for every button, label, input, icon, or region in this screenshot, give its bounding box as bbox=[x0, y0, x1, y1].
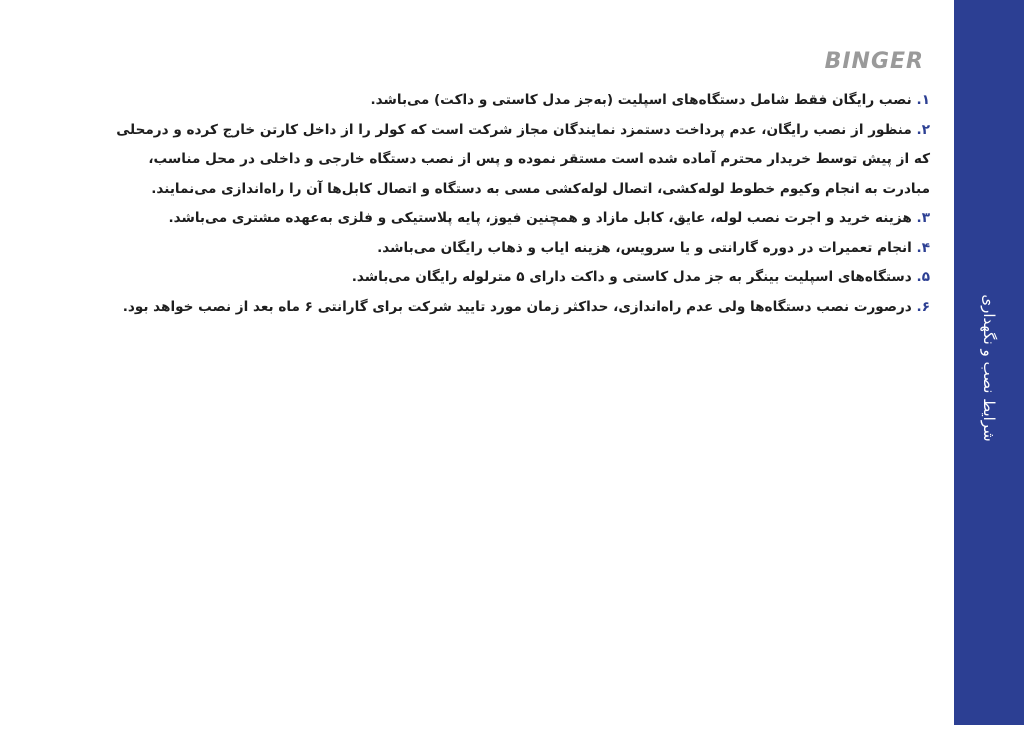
term-text: انجام تعمیرات در دوره گارانتی و یا سرویس، هزینه ایاب و ذهاب رایگان می‌باشد. bbox=[377, 239, 912, 256]
term-text: درصورت نصب دستگاه‌ها ولی عدم راه‌اندازی، حداکثر زمان مورد تایید شرکت برای گارانتی ۶ ماه بعد از نصب خواهد بود. bbox=[122, 298, 912, 315]
term-text: هزینه خرید و اجرت نصب لوله، عایق، کابل مازاد و همچنین فیوز، پایه پلاستیکی و فلزی به‌عهده مشتری می‌باشد. bbox=[168, 210, 912, 226]
term-item-2 bbox=[90, 116, 930, 146]
term-item-6 bbox=[90, 293, 930, 323]
term-text: منظور از نصب رایگان، عدم پرداخت دستمزد نمایندگان مجاز شرکت است که کولر را از داخل کارتن خارج کرده و درمحلی bbox=[116, 121, 912, 138]
term-text: که از پیش توسط خریدار محترم آماده شده است مستقر نموده و پس از نصب دستگاه خارجی و داخلی در محل مناسب، bbox=[148, 151, 930, 167]
side-title: شرایط نصب و نگهداری bbox=[980, 294, 998, 442]
terms-list bbox=[90, 86, 930, 322]
term-number: ۳. bbox=[916, 210, 930, 226]
term-number: ۶. bbox=[916, 298, 930, 315]
term-text: مبادرت به انجام وکیوم خطوط لوله‌کشی، اتصال لوله‌کشی مسی به دستگاه و اتصال کابل‌ها آن را راه‌اندازی می‌نمایند. bbox=[151, 180, 930, 197]
term-number: ۲. bbox=[916, 121, 930, 138]
term-number: ۴. bbox=[916, 239, 930, 256]
term-item-5 bbox=[90, 263, 930, 293]
term-item-2-line-2 bbox=[90, 145, 930, 175]
term-text: دستگاه‌های اسپلیت بینگر به جز مدل کاستی و داکت دارای ۵ مترلوله رایگان می‌باشد. bbox=[351, 269, 912, 285]
term-item-4 bbox=[90, 234, 930, 264]
logo-text: BINGER bbox=[824, 49, 924, 74]
term-text: نصب رایگان فقط شامل دستگاه‌های اسپلیت (به‌جز مدل کاستی و داکت) می‌باشد. bbox=[370, 92, 912, 108]
term-item-1 bbox=[90, 86, 930, 116]
term-number: ۵. bbox=[916, 269, 930, 285]
term-number: ۱. bbox=[916, 92, 930, 108]
term-item-3 bbox=[90, 204, 930, 234]
binger-logo bbox=[806, 44, 926, 74]
term-item-2-line-3 bbox=[90, 175, 930, 205]
